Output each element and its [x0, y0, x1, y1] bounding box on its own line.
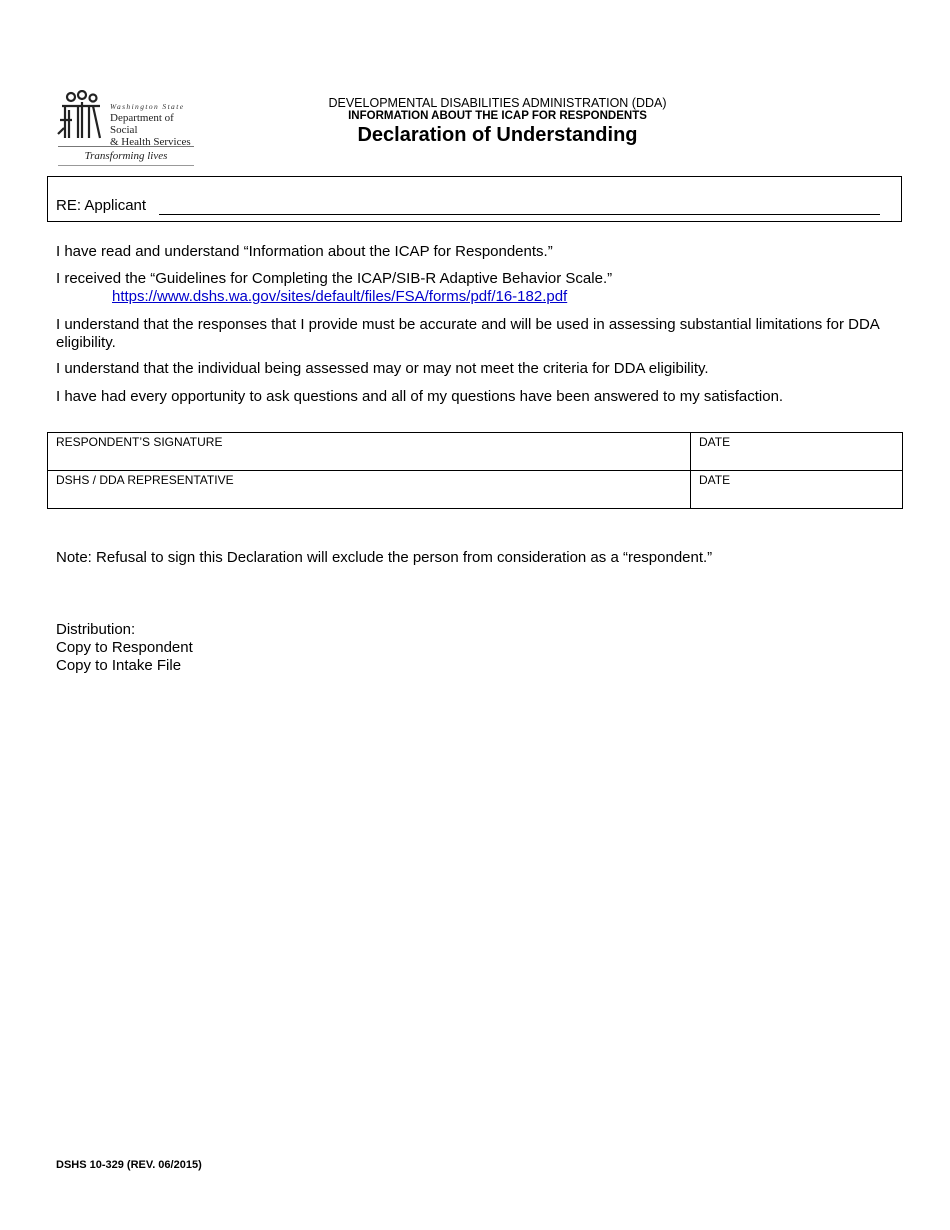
respondent-signature-row	[48, 433, 903, 471]
distribution-list	[56, 621, 193, 675]
logo-state-text: Washington State	[110, 102, 185, 111]
representative-signature-field[interactable]	[48, 471, 691, 509]
applicant-field[interactable]	[159, 214, 880, 215]
respondent-date-label: DATE	[699, 435, 731, 449]
representative-date-field[interactable]	[691, 471, 903, 509]
distribution-heading: Distribution:	[56, 621, 136, 638]
representative-date-label: DATE	[699, 473, 731, 487]
logo-divider	[58, 146, 194, 147]
guidelines-link-wrap	[112, 288, 812, 306]
refusal-note: Note: Refusal to sign this Declaration will exclude the person from consideration as a “respondent.”	[56, 549, 713, 566]
header-administration: DEVELOPMENTAL DISABILITIES ADMINISTRATION (DDA)	[328, 96, 667, 110]
statement-questions-answered: I have had every opportunity to ask questions and all of my questions have been answered to my satisfaction.	[56, 388, 784, 405]
distribution-copy-respondent: Copy to Respondent	[56, 639, 193, 656]
signature-table	[47, 432, 903, 509]
applicant-box	[47, 176, 902, 222]
representative-signature-row	[48, 471, 903, 509]
dshs-logo	[56, 90, 196, 168]
form-number: DSHS 10-329 (REV. 06/2015)	[56, 1159, 202, 1171]
representative-signature-label: DSHS / DDA REPRESENTATIVE	[56, 473, 234, 487]
statement-accurate-responses: I understand that the responses that I provide must be accurate and will be used in assessing substantial limitations for DDA eligibility.	[56, 316, 879, 351]
statement-received-guidelines: I received the “Guidelines for Completing the ICAP/SIB-R Adaptive Behavior Scale.”	[56, 270, 613, 287]
logo-divider-bottom	[58, 165, 194, 166]
statement-read-info: I have read and understand “Information about the ICAP for Respondents.”	[56, 243, 553, 260]
statement-eligibility-criteria: I understand that the individual being assessed may or may not meet the criteria for DDA eligibility.	[56, 360, 709, 377]
page-title: Declaration of Understanding	[357, 124, 638, 146]
respondent-signature-field[interactable]	[48, 433, 691, 471]
header-subtitle: INFORMATION ABOUT THE ICAP FOR RESPONDENTS	[348, 110, 647, 122]
respondent-signature-label: RESPONDENT’S SIGNATURE	[56, 435, 223, 449]
logo-tagline: Transforming lives	[84, 150, 168, 162]
guidelines-link[interactable]: https://www.dshs.wa.gov/sites/default/files/FSA/forms/pdf/16-182.pdf	[112, 288, 568, 305]
dshs-emblem-icon	[56, 90, 106, 146]
logo-department-text: Department of Social & Health Services	[110, 112, 191, 148]
distribution-copy-intake: Copy to Intake File	[56, 657, 182, 674]
applicant-label: RE: Applicant	[56, 197, 147, 214]
respondent-date-field[interactable]	[691, 433, 903, 471]
